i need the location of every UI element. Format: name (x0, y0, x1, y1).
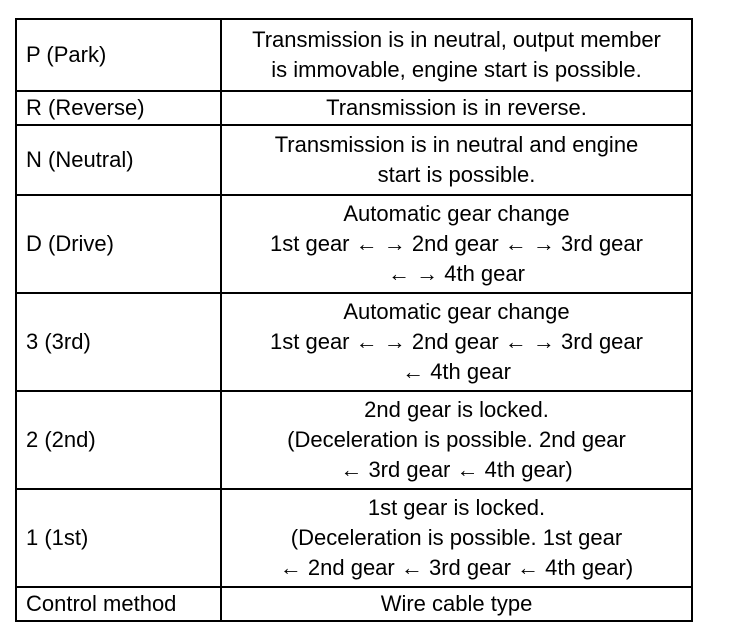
description-cell (221, 195, 692, 293)
description-line: (Deceleration is possible. 1st gear (290, 525, 623, 550)
description-line: (Deceleration is possible. 2nd gear (287, 427, 626, 452)
table-row-drive (16, 195, 692, 293)
position-cell: P (Park) (16, 19, 221, 91)
description-line: ← → 4th gear (388, 261, 525, 286)
description-line: 1st gear ← → 2nd gear ← → 3rd gear (270, 329, 643, 354)
position-cell: D (Drive) (16, 195, 221, 293)
description-cell (221, 391, 692, 489)
table-row-park (16, 19, 692, 91)
table-row-neutral (16, 125, 692, 195)
description-line: ← 4th gear (402, 359, 511, 384)
description-line: Transmission is in neutral and engine (274, 132, 639, 157)
position-cell: N (Neutral) (16, 125, 221, 195)
shift-position-table (15, 18, 693, 622)
description-line: start is possible. (377, 162, 536, 187)
position-cell: 2 (2nd) (16, 391, 221, 489)
table-row-1st (16, 489, 692, 587)
table-row-reverse (16, 91, 692, 125)
description-line: ← 2nd gear ← 3rd gear ← 4th gear) (279, 555, 634, 580)
description-cell (221, 587, 692, 621)
description-cell (221, 125, 692, 195)
description-cell (221, 19, 692, 91)
position-cell: 1 (1st) (16, 489, 221, 587)
description-line: ← 3rd gear ← 4th gear) (340, 457, 573, 482)
description-line: 1st gear is locked. (367, 495, 546, 520)
description-line: Wire cable type (380, 591, 533, 616)
description-line: Automatic gear change (343, 201, 570, 226)
position-cell: 3 (3rd) (16, 293, 221, 391)
table-row-3rd (16, 293, 692, 391)
description-cell (221, 91, 692, 125)
description-line: 2nd gear is locked. (364, 397, 549, 422)
description-line: Automatic gear change (343, 299, 570, 324)
description-line: 1st gear ← → 2nd gear ← → 3rd gear (270, 231, 643, 256)
description-line: Transmission is in reverse. (326, 95, 587, 120)
table-row-2nd (16, 391, 692, 489)
description-cell (221, 489, 692, 587)
description-line: Transmission is in neutral, output member (252, 27, 661, 52)
description-line: is immovable, engine start is possible. (271, 57, 642, 82)
position-cell: Control method (16, 587, 221, 621)
position-cell: R (Reverse) (16, 91, 221, 125)
table-row-control-method (16, 587, 692, 621)
description-cell (221, 293, 692, 391)
